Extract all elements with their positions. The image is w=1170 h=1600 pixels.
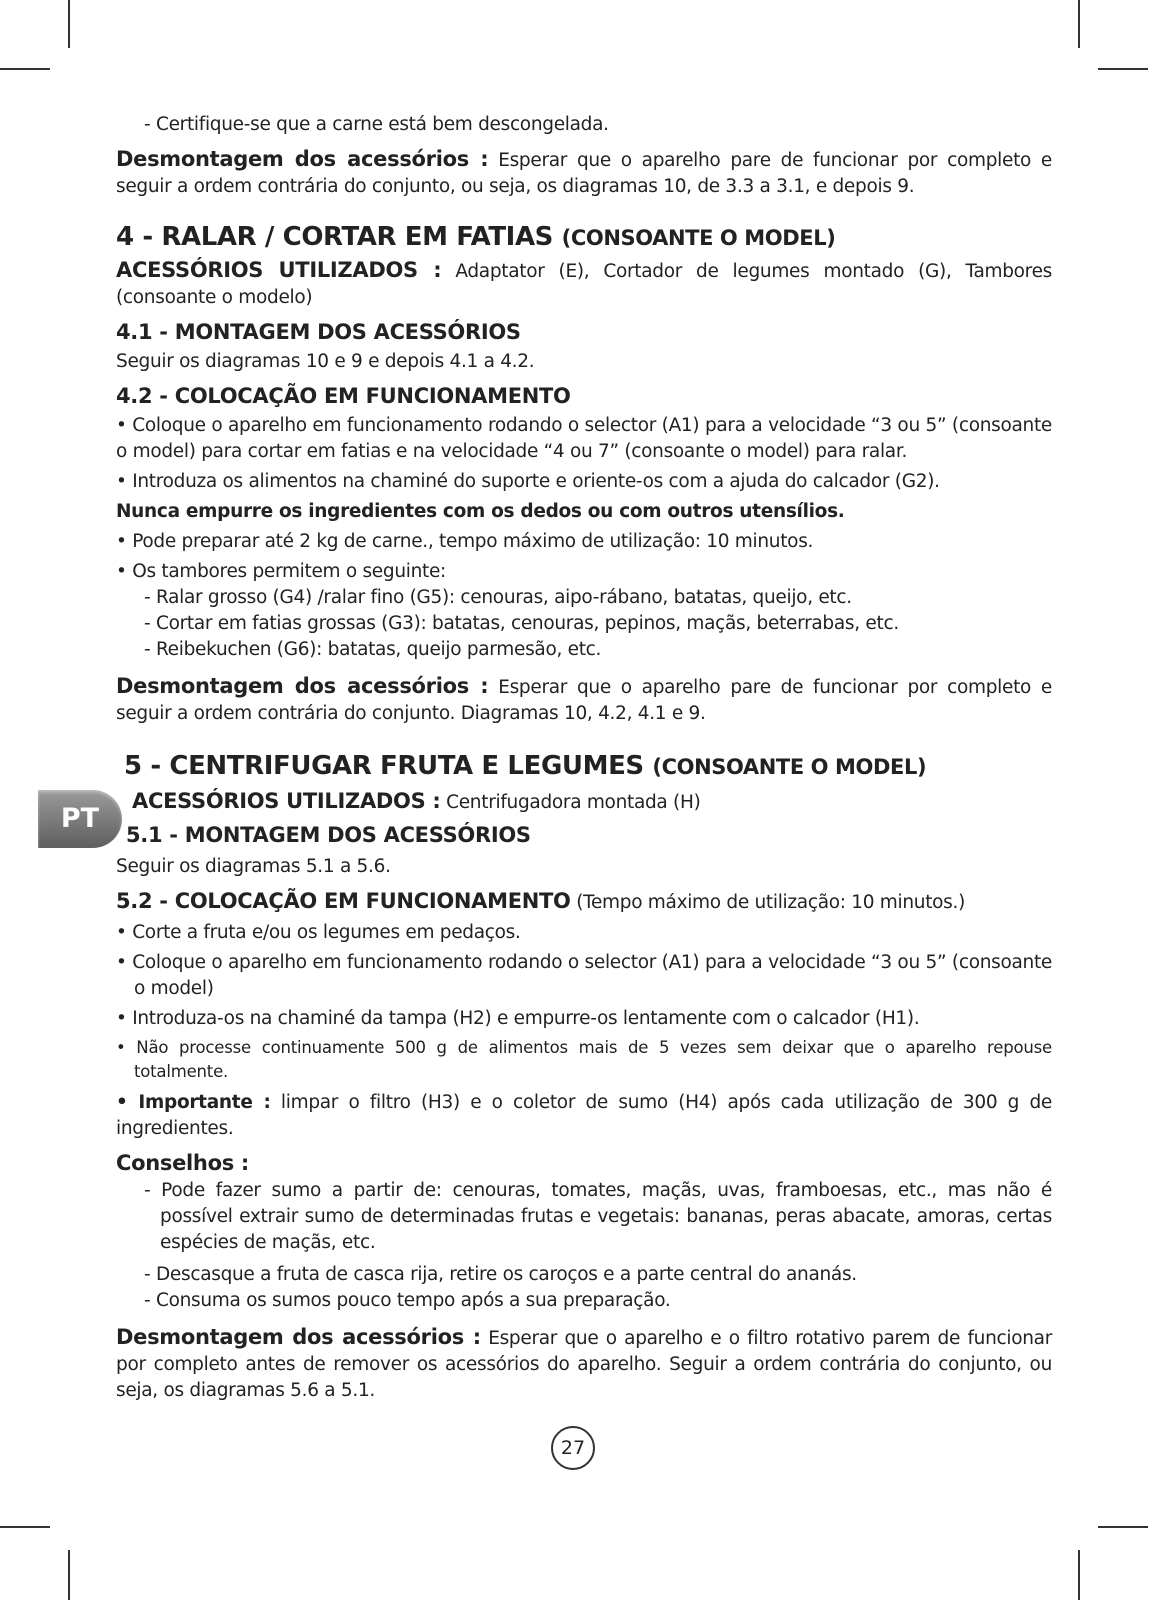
crop-mark [0,1526,50,1528]
warning-text: Nunca empurre os ingredientes com os dedos ou com outros utensílios. [116,501,845,522]
page-content [116,112,1052,1404]
crop-mark [1098,1526,1148,1528]
crop-mark [1098,68,1148,70]
important-note: • Importante : limpar o filtro (H3) e o coletor de sumo (H4) após cada utilização de 300 g de ingredientes. [116,1092,1052,1139]
section5-accessories: ACESSÓRIOS UTILIZADOS : Centrifugadora montada (H) [132,789,701,813]
disassembly-lead: Desmontagem dos acessórios : [116,147,489,171]
disassembly-text: Esperar que o aparelho pare de funcionar por completo e seguir a ordem contrária do conjunto, ou seja, os diagramas 10, de 3.3 a 3.1, e depois 9. [116,150,1052,197]
section5-title: 5 - CENTRIFUGAR FRUTA E LEGUMES (CONSOANTE O MODEL) [124,751,927,781]
crop-mark [0,68,50,70]
list-item: - Reibekuchen (G6): batatas, queijo parmesão, etc. [144,639,602,660]
list-item: • Coloque o aparelho em funcionamento rodando o selector (A1) para a velocidade “3 ou 5” (consoante o model) para cortar em fatias e na velocidade “4 ou 7” (consoante o model) para ralar. [116,415,1052,462]
list-item: • Corte a fruta e/ou os legumes em pedaços. [116,922,521,943]
section42-title: 4.2 - COLOCAÇÃO EM FUNCIONAMENTO [116,384,571,408]
list-item: • Introduza-os na chaminé da tampa (H2) e empurre-os lentamente com o calcador (H1). [116,1008,920,1029]
list-item: • Coloque o aparelho em funcionamento rodando o selector (A1) para a velocidade “3 ou 5” (consoante o model) [116,952,1052,999]
crop-mark [1078,1550,1080,1600]
crop-mark [68,1550,70,1600]
disassembly-paragraph [116,146,1052,200]
tips-title: Conselhos : [116,1151,250,1175]
list-item: - Cortar em fatias grossas (G3): batatas, cenouras, pepinos, maçãs, beterrabas, etc. [144,613,899,634]
list-item: • Introduza os alimentos na chaminé do suporte e oriente-os com a ajuda do calcador (G2). [116,471,940,492]
list-item: • Pode preparar até 2 kg de carne., tempo máximo de utilização: 10 minutos. [116,531,814,552]
section41-title: 4.1 - MONTAGEM DOS ACESSÓRIOS [116,320,521,344]
language-tab: PT [38,790,122,848]
section5-disassembly: Desmontagem dos acessórios : Esperar que o aparelho e o filtro rotativo parem de funcionar por completo antes de remover os acessórios do aparelho. Seguir a ordem contrária do conjunto, ou seja, os diagramas 5.6 a 5.1. [116,1325,1052,1401]
section52-title: 5.2 - COLOCAÇÃO EM FUNCIONAMENTO (Tempo máximo de utilização: 10 minutos.) [116,889,966,913]
section51-title: 5.1 - MONTAGEM DOS ACESSÓRIOS [126,823,531,847]
list-item: • Os tambores permitem o seguinte: [116,561,446,582]
section51-text: Seguir os diagramas 5.1 a 5.6. [116,856,391,877]
list-item: - Descasque a fruta de casca rija, retire os caroços e a parte central do ananás. [144,1264,857,1285]
section4-disassembly: Desmontagem dos acessórios : Esperar que o aparelho pare de funcionar por completo e seguir a ordem contrária do conjunto. Diagramas 10, 4.2, 4.1 e 9. [116,674,1052,724]
section4-title: 4 - RALAR / CORTAR EM FATIAS (CONSOANTE O MODEL) [116,222,836,252]
list-item: - Consuma os sumos pouco tempo após a sua preparação. [144,1290,671,1311]
crop-mark [1078,0,1080,48]
list-item: - Ralar grosso (G4) /ralar fino (G5): cenouras, aipo-rábano, batatas, queijo, etc. [144,587,852,608]
intro-line: - Certifique-se que a carne está bem descongelada. [144,114,609,135]
section41-text: Seguir os diagramas 10 e 9 e depois 4.1 a 4.2. [116,351,535,372]
list-item: • Não processe continuamente 500 g de alimentos mais de 5 vezes sem deixar que o aparelho repouse totalmente. [116,1038,1052,1081]
list-item: - Pode fazer sumo a partir de: cenouras, tomates, maçãs, uvas, framboesas, etc., mas não é possível extrair sumo de determinadas frutas e vegetais: bananas, peras abacate, amoras, certas espécies de maçãs, etc. [144,1180,1052,1253]
crop-mark [68,0,70,48]
section5-header [116,749,1052,850]
page-number: 27 [551,1426,595,1470]
section4-accessories: ACESSÓRIOS UTILIZADOS : Adaptator (E), Cortador de legumes montado (G), Tambores (consoante o modelo) [116,258,1052,308]
